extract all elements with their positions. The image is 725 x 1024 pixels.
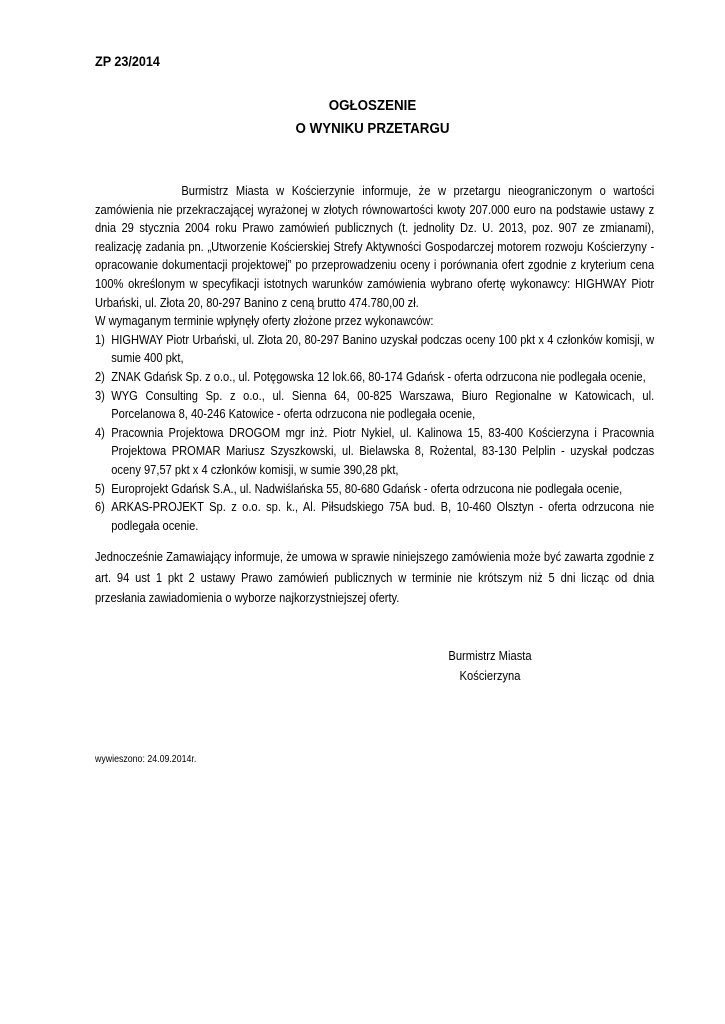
list-item-text: WYG Consulting Sp. z o.o., ul. Sienna 64, 00-825 Warszawa, Biuro Regionalne w Katowicach, ul. Porcelanowa 8, 40-246 Katowice - oferta odrzucona nie podlegała ocenie,: [111, 387, 655, 422]
signature-place: Kościerzyna: [459, 668, 521, 683]
signature-title: Burmistrz Miasta: [448, 648, 532, 663]
list-item-number: 4): [95, 424, 105, 440]
list-item: [95, 387, 654, 424]
intro-paragraph: Burmistrz Miasta w Kościerzynie informuje, że w przetargu nieograniczonym o wartości zamówienia nie przekraczającej wyrażonej w złotych równowartości kwoty 207.000 euro na podstawie ustawy z dnia 29 stycznia 2004 roku Prawo zamówień publicznych (t. jednolity Dz. U. 2013, poz. 907 ze zmianami), realizację zadania pn. „Utworzenie Kościerskiej Strefy Aktywności Gospodarczej motorem rozwoju Kościerzyny - opracowanie dokumentacji projektowej” po przeprowadzeniu oceny i porównania ofert zgodnie z kryterium cena 100% określonym w specyfikacji istotnych warunków zamówienia wybrano ofertę wykonawcy: HIGHWAY Piotr Urbański, ul. Złota 20, 80-297 Banino z ceną brutto 474.780,00 zł.: [95, 183, 655, 310]
list-item-text: ARKAS-PROJEKT Sp. z o.o. sp. k., Al. Piłsudskiego 75A bud. B, 10-460 Olsztyn - oferta odrzucona nie podlegała ocenie.: [111, 499, 655, 533]
list-item-number: 1): [95, 331, 105, 347]
list-item-number: 2): [95, 368, 105, 384]
list-item-number: 3): [95, 387, 105, 403]
list-item-text: HIGHWAY Piotr Urbański, ul. Złota 20, 80-297 Banino uzyskał podczas oceny 100 pkt x 4 członków komisji, w sumie 400 pkt,: [111, 331, 655, 366]
list-item: [95, 424, 654, 480]
document-subtitle: O WYNIKU PRZETARGU: [295, 121, 450, 137]
list-item-text: Pracownia Projektowa DROGOM mgr inż. Piotr Nykiel, ul. Kalinowa 15, 83-400 Kościerzyna i Pracownia Projektowa PROMAR Mariusz Szyszkowski, ul. Bielawska 8, Rożental, 83-130 Pelplin - uzyskał podczas oceny 97,57 pkt x 4 członków komisji, w sumie 390,28 pkt,: [111, 424, 655, 477]
posted-date-note: wywieszono: 24.09.2014r.: [95, 754, 197, 765]
document-title: OGŁOSZENIE: [328, 98, 417, 114]
document-body: [95, 182, 654, 609]
offers-intro: W wymaganym terminie wpłynęły oferty złożone przez wykonawców:: [95, 313, 434, 329]
list-item-number: 5): [95, 480, 105, 496]
closing-paragraph: Jednocześnie Zamawiający informuje, że umowa w sprawie niniejszego zamówienia może być zawarta zgodnie z art. 94 ust 1 pkt 2 ustawy Prawo zamówień publicznych w terminie nie krótszym niż 5 dni licząc od dnia przesłania zawiadomienia o wyborze najkorzystniejszej oferty.: [95, 549, 655, 606]
list-item: [95, 331, 654, 368]
list-item: [95, 498, 654, 535]
list-item-text: Europrojekt Gdańsk S.A., ul. Nadwiślańska 55, 80-680 Gdańsk - oferta odrzucona nie podlegała ocenie,: [111, 480, 623, 496]
reference-number: ZP 23/2014: [95, 53, 160, 69]
list-item: [95, 480, 654, 499]
list-item-number: 6): [95, 499, 105, 515]
offers-list: [95, 331, 654, 536]
list-item-text: ZNAK Gdańsk Sp. z o.o., ul. Potęgowska 12 lok.66, 80-174 Gdańsk - oferta odrzucona nie podlegała ocenie,: [111, 368, 646, 384]
list-item: [95, 368, 654, 387]
